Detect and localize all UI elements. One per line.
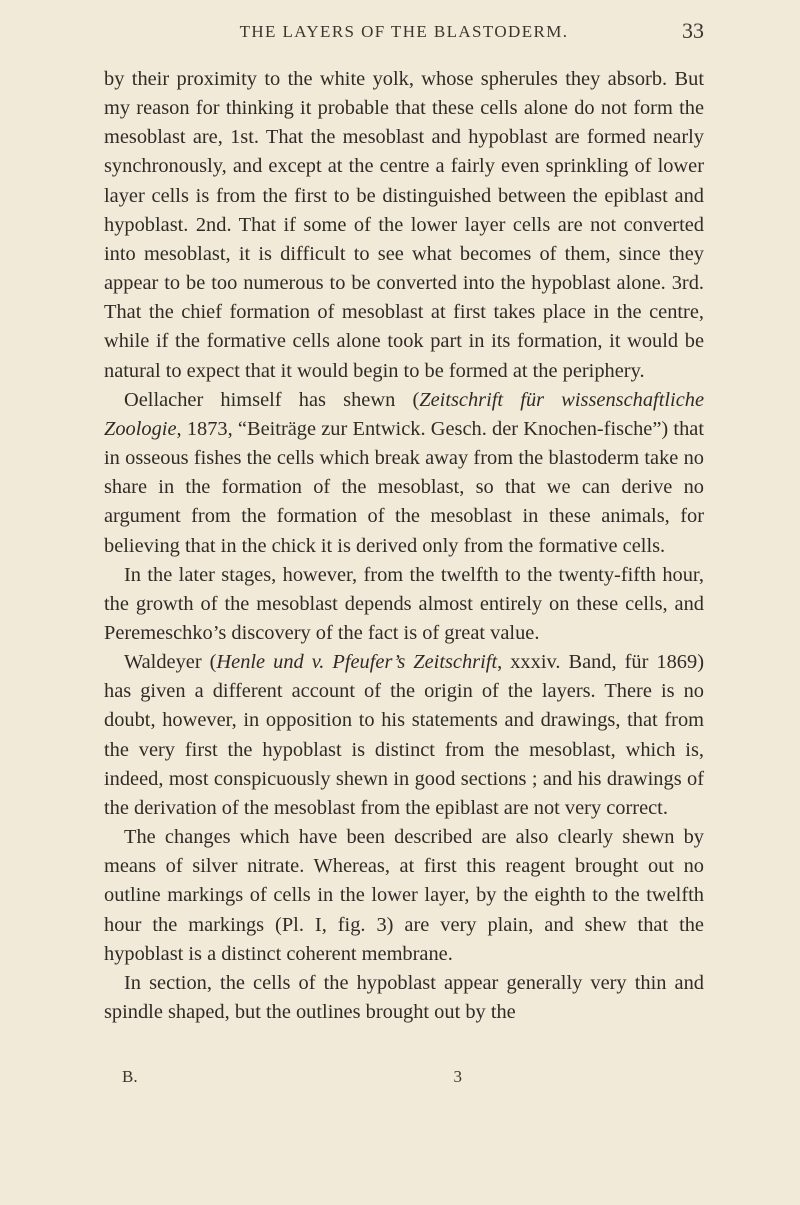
paragraph-4-text-b: , xxxiv. Band, für 1869) has given a different account of the origin of the layers. There is no doubt, however, in opposition to his statements and drawings, that from the very first the hypoblast is distinct from the mesoblast, which is, indeed, most conspicuously shewn in good sections ; and his drawings of the derivation of the mesoblast from the epiblast are not very correct. xyxy=(104,651,704,819)
signature-number: 3 xyxy=(453,1067,462,1086)
body-text xyxy=(104,65,704,1027)
page-footer xyxy=(122,1067,462,1095)
paragraph-3: In the later stages, however, from the twelfth to the twenty-fifth hour, the growth of the mesoblast depends almost entirely on these cells, and Peremeschko’s discovery of the fact is of great value. xyxy=(104,563,704,644)
page-number: 33 xyxy=(682,18,704,43)
running-head: THE LAYERS OF THE BLASTODERM. xyxy=(239,22,569,41)
paragraph-4-text-a: Waldeyer ( xyxy=(124,651,217,674)
page-header xyxy=(104,18,704,54)
paragraph-1: by their proximity to the white yolk, whose spherules they absorb. But my reason for thinking it probable that these cells alone do not form the mesoblast are, 1st. That the mesoblast and hypoblast are formed nearly synchronously, and except at the centre a fairly even sprinkling of lower layer cells is from the first to be distinguished between the epiblast and hypoblast. 2nd. That if some of the lower layer cells are not converted into mesoblast, it is difficult to see what becomes of them, since they appear to be too numerous to be converted into the hypoblast alone. 3rd. That the chief formation of mesoblast at first takes place in the centre, while if the formative cells alone took part in its formation, it would be natural to expect that it would begin to be formed at the periphery. xyxy=(104,68,704,382)
paragraph-2-text-a: Oellacher himself has shewn ( xyxy=(124,388,420,411)
signature-mark: B. xyxy=(122,1067,138,1086)
paragraph-2-text-b: , 1873, “Beiträge zur Entwick. Gesch. der Knochen-fische”) that in osseous fishes the cells which break away from the blastoderm take no share in the formation of the mesoblast, so that we can derive no argument from the formation of the mesoblast in these animals, for believing that in the chick it is derived only from the formative cells. xyxy=(104,417,704,557)
paragraph-4 xyxy=(104,648,704,823)
paragraph-2 xyxy=(104,386,704,561)
paragraph-6: In section, the cells of the hypoblast appear generally very thin and spindle shaped, but the outlines brought out by the xyxy=(104,971,704,1023)
paragraph-5: The changes which have been described are also clearly shewn by means of silver nitrate. Whereas, at first this reagent brought out no outline markings of cells in the lower layer, by the eighth to the twelfth hour the markings (Pl. I, fig. 3) are very plain, and shew that the hypoblast is a distinct coherent membrane. xyxy=(104,826,704,965)
journal-title-italic: Zeitschrift für wissenschaftliche Zoologie xyxy=(104,388,704,440)
journal-title-italic: Henle und v. Pfeufer’s Zeitschrift xyxy=(216,651,498,674)
